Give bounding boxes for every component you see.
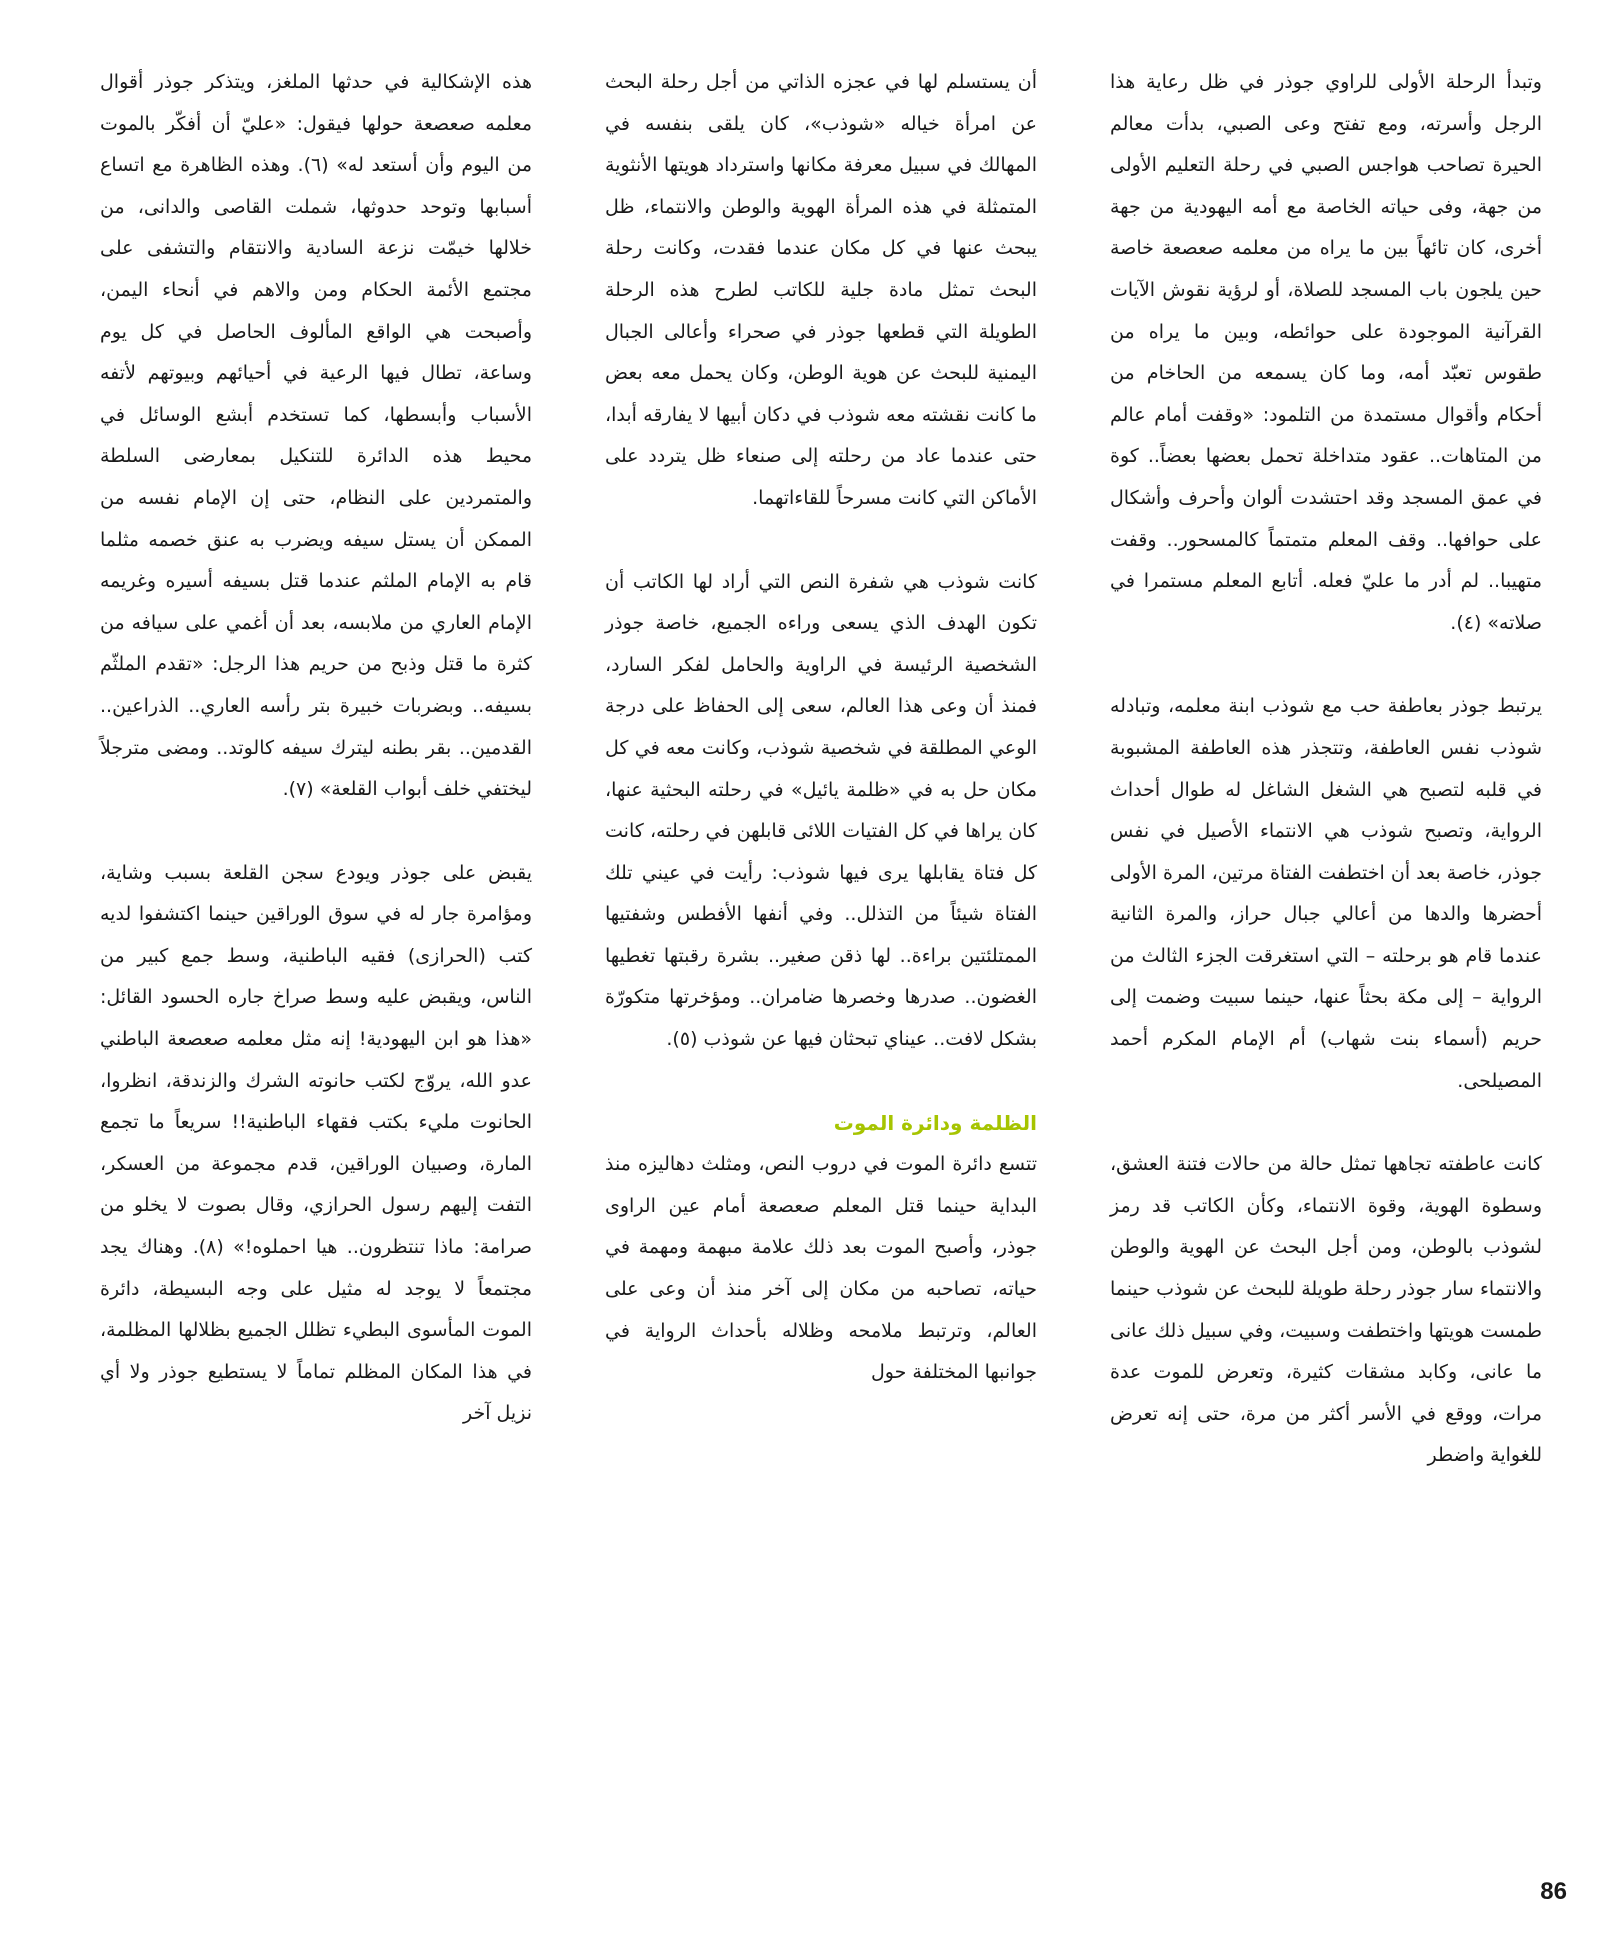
paragraph: وتبدأ الرحلة الأولى للراوي جوذر في ظل رعاية هذا الرجل وأسرته، ومع تفتح وعى الصبي، بدأت معالم الحيرة تصاحب هواجس الصبي في رحلة التعليم الأولى من جهة، وفى حياته الخاصة مع أمه اليهودية من جهة أخرى، كان تائهاً بين ما يراه من معلمه صعصعة خاصة حين يلجون باب المسجد للصلاة، أو لرؤية نقوش الآيات القرآنية الموجودة على حوائطه، وبين ما يراه من طقوس تعبّد أمه، وما كان يسمعه من الحاخام من أحكام وأقوال مستمدة من التلمود: «وقفت أمام عالم من المتاهات.. عقود متداخلة تحمل بعضها بعضاً.. كوة في عمق المسجد وقد احتشدت ألوان وأحرف وأشكال على حوافها.. وقف المعلم متمتماً كالمسحور.. وقفت متهيبا.. لم أدر ما عليّ فعله. أتابع المعلم مستمرا في صلاته» (٤). <box>1110 71 1542 634</box>
section-heading: الظلمة ودائرة الموت <box>833 1110 1037 1135</box>
paragraph: يرتبط جوذر بعاطفة حب مع شوذب ابنة معلمه، وتبادله شوذب نفس العاطفة، وتتجذر هذه العاطفة المشبوبة في قلبه لتصبح هي الشغل الشاغل له طوال أحداث الرواية، وتصبح شوذب هي الانتماء الأصيل في نفس جوذر، خاصة بعد أن اختطفت الفتاة مرتين، المرة الأولى أحضرها والدها من أعالي جبال حراز، والمرة الثانية عندما قام هو برحلته – التي استغرقت الجزء الثالث من الرواية – إلى مكة بحثاً عنها، حينما سبيت وضمت إلى حريم (أسماء بنت شهاب) أم الإمام المكرم أحمد المصيلحى. <box>1110 695 1542 1092</box>
text-column-right <box>1110 62 1542 1519</box>
page-number: 86 <box>1540 1878 1567 1905</box>
paragraph: تتسع دائرة الموت في دروب النص، ومثلث دهاليزه منذ البداية حينما قتل المعلم صعصعة أمام عين الراوى جوذر، وأصبح الموت بعد ذلك علامة مبهمة ومهمة في حياته، تصاحبه من مكان إلى آخر منذ أن وعى على العالم، وترتبط ملامحه وظلاله بأحداث الرواية في جوانبها المختلفة حول <box>605 1153 1037 1384</box>
paragraph: هذه الإشكالية في حدثها الملغز، ويتذكر جوذر أقوال معلمه صعصعة حولها فيقول: «عليّ أن أفكّر بالموت من اليوم وأن أستعد له» (٦). وهذه الظاهرة مع اتساع أسبابها وتوحد حدوثها، شملت القاصى والدانى، من خلالها خيمّت نزعة السادية والانتقام والتشفى على مجتمع الأئمة الحكام ومن والاهم في أنحاء اليمن، وأصبحت هي الواقع المألوف الحاصل في كل يوم وساعة، تطال فيها الرعية في أحيائهم وبيوتهم لأتفه الأسباب وأبسطها، كما تستخدم أبشع الوسائل في محيط هذه الدائرة للتنكيل بمعارضى السلطة والمتمردين على النظام، حتى إن الإمام نفسه من الممكن أن يستل سيفه ويضرب به عنق خصمه مثلما قام به الإمام الملثم عندما قتل بسيفه أسيره وغريمه الإمام العاري من ملابسه، بعد أن أغمي على سيافه من كثرة ما قتل وذبح من حريم هذا الرجل: «تقدم الملثّم بسيفه.. وبضربات خبيرة بتر رأسه العاري.. الذراعين.. القدمين.. بقر بطنه ليترك سيفه كالوتد.. ومضى مترجلاً ليختفي خلف أبواب القلعة» (٧). <box>100 71 532 801</box>
paragraph: أن يستسلم لها في عجزه الذاتي من أجل رحلة البحث عن امرأة خياله «شوذب»، كان يلقى بنفسه في المهالك في سبيل معرفة مكانها واسترداد هويتها الأنثوية المتمثلة في هذه المرأة الهوية والوطن والانتماء، ظل يبحث عنها في كل مكان عندما فقدت، وكانت رحلة البحث تمثل مادة جلية للكاتب لطرح هذه الرحلة الطويلة التي قطعها جوذر في صحراء وأعالى الجبال اليمنية للبحث عن هوية الوطن، وكان يحمل معه بعض ما كانت نقشته معه شوذب في دكان أبيها لا يفارقه أبدا، حتى عندما عاد من رحلته إلى صنعاء ظل يتردد على الأماكن التي كانت مسرحاً للقاءاتهما. <box>605 71 1037 509</box>
paragraph: يقبض على جوذر ويودع سجن القلعة بسبب وشاية، ومؤامرة جار له في سوق الوراقين حينما اكتشفوا لديه كتب (الحرازى) فقيه الباطنية، وسط جمع كبير من الناس، ويقبض عليه وسط صراخ جاره الحسود القائل: «هذا هو ابن اليهودية! إنه مثل معلمه صعصعة الباطني عدو الله، يروّج لكتب حانوته الشرك والزندقة، انظروا، الحانوت مليء بكتب فقهاء الباطنية!! سريعاً ما تجمع المارة، وصبيان الوراقين، قدم مجموعة من العسكر، التفت إليهم رسول الحرازي، وقال بصوت لا يخلو من صرامة: ماذا تنتظرون.. هيا احملوه!» (٨). وهناك يجد مجتمعاً لا يوجد له مثيل على وجه البسيطة، دائرة الموت المأسوى البطيء تظلل الجميع بظلالها المظلمة، في هذا المكان المظلم تماماً لا يستطيع جوذر ولا أي نزيل آخر <box>100 861 532 1425</box>
paragraph: كانت عاطفته تجاهها تمثل حالة من حالات فتنة العشق، وسطوة الهوية، وقوة الانتماء، وكأن الكاتب قد رمز لشوذب بالوطن، ومن أجل البحث عن الهوية والوطن والانتماء سار جوذر رحلة طويلة للبحث عن شوذب حينما طمست هويتها واختطفت وسبيت، وفي سبيل ذلك عانى ما عانى، وكابد مشقات كثيرة، وتعرض للموت عدة مرات، ووقع في الأسر أكثر من مرة، حتى إنه تعرض للغواية واضطر <box>1110 1153 1542 1467</box>
paragraph: كانت شوذب هي شفرة النص التي أراد لها الكاتب أن تكون الهدف الذي يسعى وراءه الجميع، خاصة جوذر الشخصية الرئيسة في الراوية والحامل لفكر السارد، فمنذ أن وعى هذا العالم، سعى إلى الحفاظ على درجة الوعي المطلقة في شخصية شوذب، وكانت معه في كل مكان حل به في «ظلمة يائيل» في رحلته البحثية عنها، كان يراها في كل الفتيات اللائى قابلهن في رحلته، كانت كل فتاة يقابلها يرى فيها شوذب: رأيت في عيني تلك الفتاة شيئاً من التذلل.. وفي أنفها الأفطس وشفتيها الممتلئتين براءة.. لها ذقن صغير.. بشرة رقبتها تغطيها الغضون.. صدرها وخصرها ضامران.. ومؤخرتها متكورّة بشكل لافت.. عيناي تبحثان فيها عن شوذب (٥). <box>605 570 1037 1051</box>
text-column-middle <box>605 62 1037 1436</box>
text-column-left <box>100 62 532 1477</box>
